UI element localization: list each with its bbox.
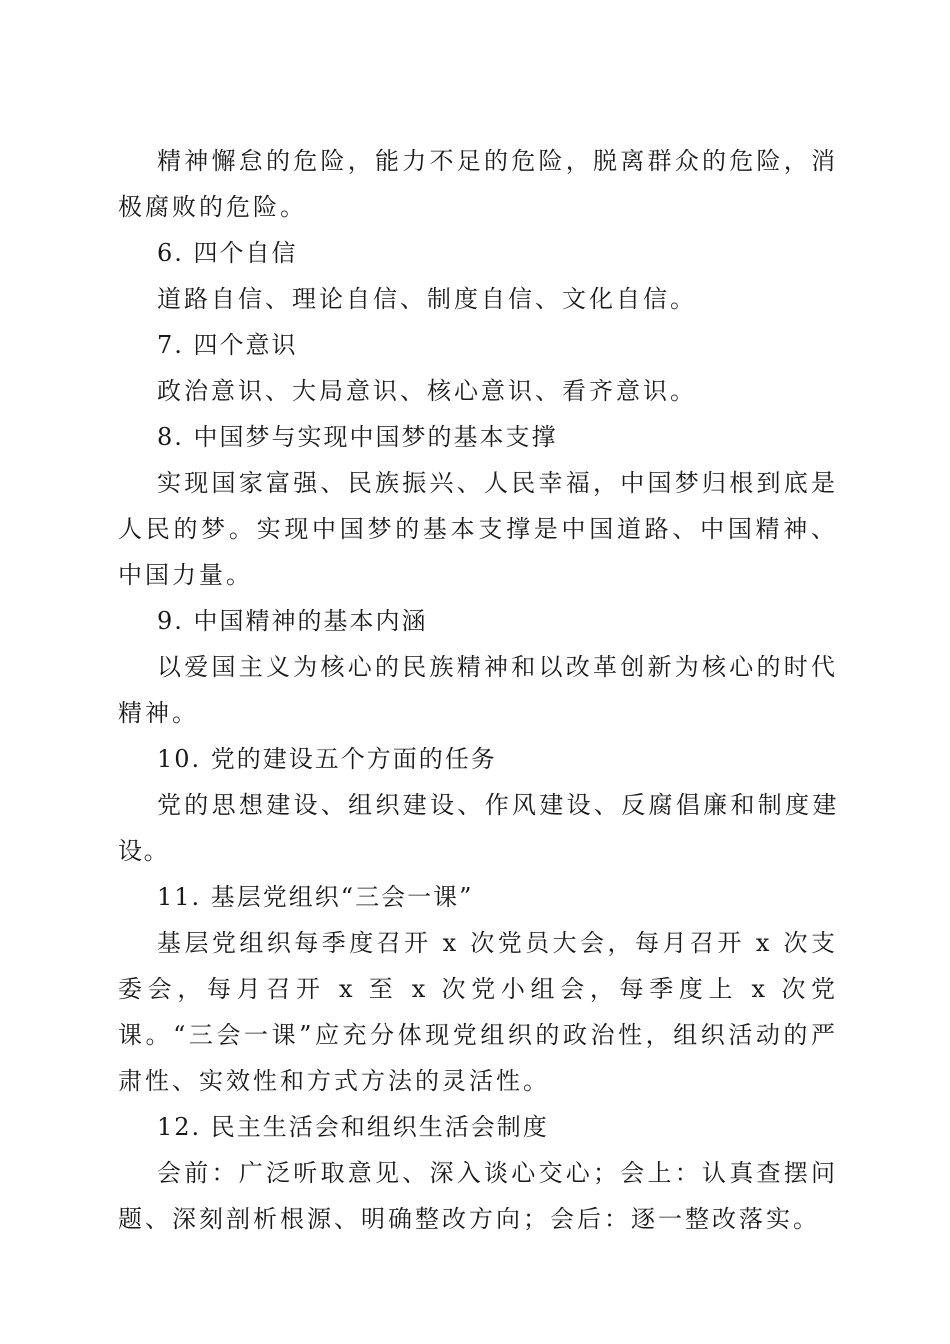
paragraph-12: 会前：广泛听取意见、深入谈心交心；会上：认真查摆问题、深刻剖析根源、明确整改方向；会后：逐一整改落实。 (118, 1159, 838, 1233)
heading-6: 6. 四个自信 (157, 239, 298, 267)
heading-10: 10. 党的建设五个方面的任务 (157, 745, 497, 773)
heading-11: 11. 基层党组织“三会一课” (157, 883, 474, 911)
paragraph-6: 道路自信、理论自信、制度自信、文化自信。 (157, 285, 697, 313)
heading-9: 9. 中国精神的基本内涵 (157, 607, 428, 635)
heading-12: 12. 民主生活会和组织生活会制度 (157, 1113, 549, 1141)
heading-7: 7. 四个意识 (157, 331, 298, 359)
paragraph-8: 实现国家富强、民族振兴、人民幸福，中国梦归根到底是人民的梦。实现中国梦的基本支撑是中国道路、中国精神、中国力量。 (118, 469, 838, 589)
paragraph-10: 党的思想建设、组织建设、作风建设、反腐倡廉和制度建设。 (118, 791, 838, 865)
heading-8: 8. 中国梦与实现中国梦的基本支撑 (157, 423, 558, 451)
document-page (118, 138, 838, 1242)
paragraph-9: 以爱国主义为核心的民族精神和以改革创新为核心的时代精神。 (118, 653, 838, 727)
paragraph-7: 政治意识、大局意识、核心意识、看齐意识。 (157, 377, 697, 405)
paragraph-11: 基层党组织每季度召开 x 次党员大会，每月召开 x 次支委会，每月召开 x 至 x 次党小组会，每季度上 x 次党课。“三会一课”应充分体现党组织的政治性，组织活动的严肃性、实效性和方式方法的灵活性。 (118, 929, 838, 1095)
paragraph-intro: 精神懈怠的危险，能力不足的危险，脱离群众的危险，消极腐败的危险。 (118, 147, 838, 221)
